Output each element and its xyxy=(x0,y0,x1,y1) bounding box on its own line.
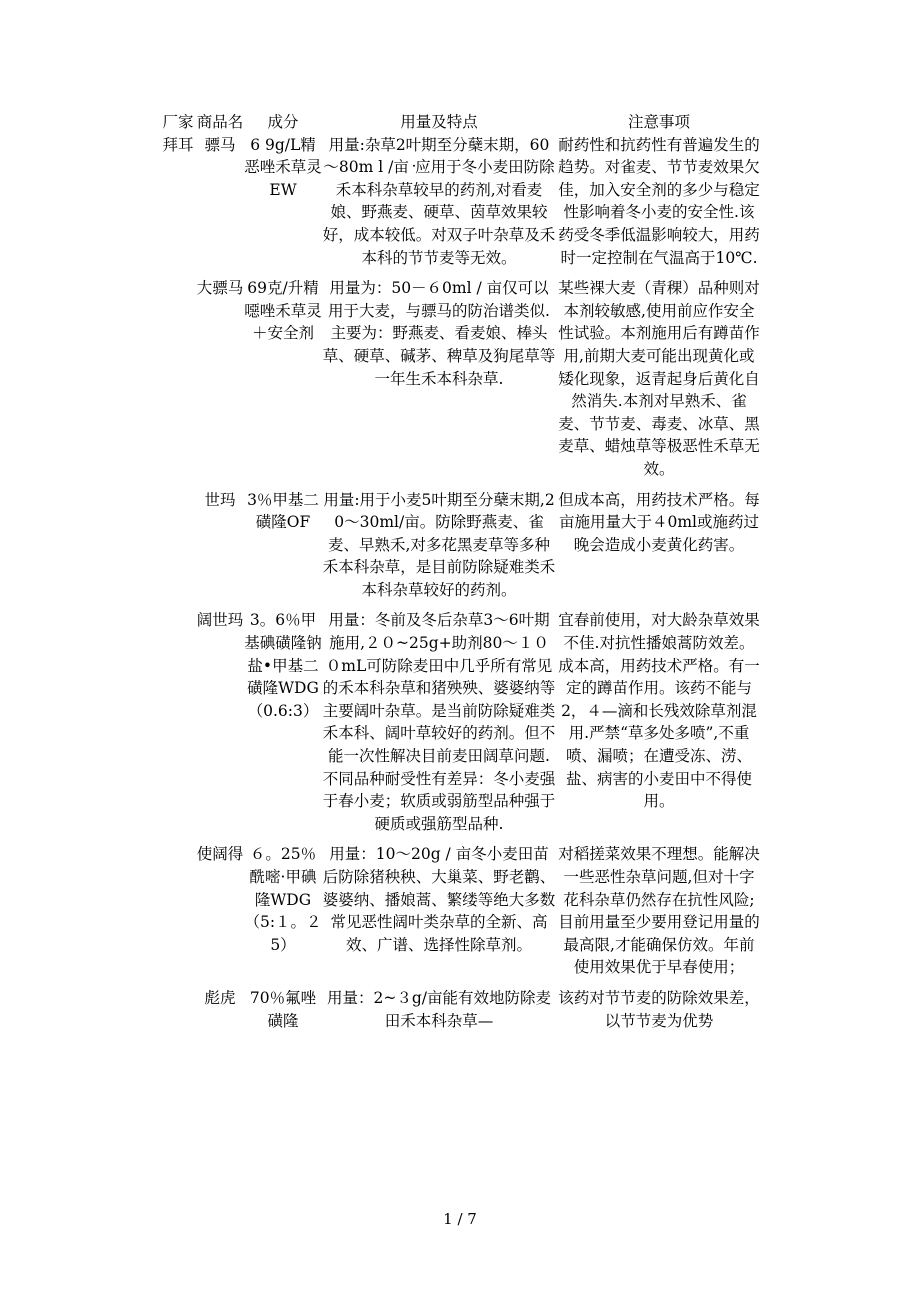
ingredient-cell: ６。25％酰嘧·甲碘隆WDG（5:１。２5） xyxy=(244,845,322,954)
ingredient-cell: 6 9g/L精恶唑禾草灵EW xyxy=(244,135,322,199)
notes-cell: 宜春前使用，对大龄杂草效果不佳.对抗性播娘蒿防效差。成本高，用药技术严格。有一定的蹲苗作用。该药不能与2，４—滴和长残效除草剂混用.严禁“草多处多喷”,不重喷、漏喷；在遭受冻、涝、盐、病害的小麦田中不得使用。 xyxy=(558,611,760,811)
dosage-cell: 用量:杂草2叶期至分蘖末期，60～80m l /亩᠂应用于冬小麦田防除禾本科杂草较早的药剂,对看麦娘、野燕麦、硬草、茵草效果较好，成本较低。对双子叶杂草及禾本科的节节麦等无效。 xyxy=(322,135,556,267)
table-row xyxy=(160,134,762,278)
dosage-cell: 用量：2~３g/亩能有效地防除麦田禾本科杂草— xyxy=(327,988,551,1030)
notes-cell: 耐药性和抗药性有普遍发生的趋势。对雀麦、节节麦效果欠佳，加入安全剂的多少与稳定性影响着冬小麦的安全性.该药受冬季低温影响较大，用药时一定控制在气温高于10℃. xyxy=(558,135,760,267)
product-name: 彪虎 xyxy=(204,988,236,1007)
table-header-row xyxy=(160,111,762,134)
product-name: 骠马 xyxy=(204,135,236,154)
table-row xyxy=(160,277,762,488)
dosage-cell: 用量为：50－６0ml / 亩仅可以用于大麦，与骠马的防治谱类似.主要为：野燕麦、看麦娘、棒头草、硬草、碱茅、稗草及狗尾草等一年生禾本科杂草. xyxy=(322,279,556,388)
manufacturer-cell: 拜耳 xyxy=(162,135,194,154)
table-row xyxy=(160,609,762,843)
notes-cell: 对稻搓菜效果不理想。能解决一些恶性杂草问题,但对十字花科杂草仍然存在抗性风险;目前用量至少要用登记用量的最高限,才能确保仿效。年前使用效果优于早春使用； xyxy=(558,845,760,977)
header-notes: 注意事项 xyxy=(627,113,690,131)
dosage-cell: 用量:用于小麦5叶期至分蘖末期,20～30ml/亩。防除野燕麦、雀麦、早熟禾,对多花黑麦草等多种禾本科杂草，是目前防除疑难类禾本科杂草较好的药剂。 xyxy=(322,490,556,599)
product-name: 世玛 xyxy=(204,490,236,509)
header-dosage: 用量及特点 xyxy=(400,113,478,131)
ingredient-cell: 69克/升精噁唑禾草灵＋安全剂 xyxy=(244,279,322,343)
notes-cell: 某些裸大麦（青稞）品种则对本剂较敏感,使用前应作安全性试验。本剂施用后有蹲苗作用,前期大麦可能出现黄化或矮化现象，返青起身后黄化自然消失.本剂对早熟禾、雀麦、节节麦、毒麦、冰草、黑麦草、蜡烛草等极恶性禾草无效。 xyxy=(558,279,760,478)
table-row xyxy=(160,843,762,987)
header-product: 商品名 xyxy=(196,113,244,131)
header-ingredient: 成分 xyxy=(267,113,299,131)
ingredient-cell: 70％氟唑磺隆 xyxy=(249,988,317,1030)
table-row xyxy=(160,987,762,1040)
header-manufacturer: 厂家 xyxy=(162,113,194,131)
page-number: 1 / 7 xyxy=(443,1210,477,1228)
dosage-cell: 用量：10～20g / 亩冬小麦田苗后防除猪秧秧、大巢菜、野老鹳、婆婆纳、播娘蒿、繁缕等绝大多数常见恶性阔叶类杂草的全新、高效、广谱、选择性除草剂。 xyxy=(322,845,556,954)
ingredient-cell: 3％甲基二磺隆OF xyxy=(247,490,319,532)
notes-cell: 该药对节节麦的防除效果差，以节节麦为优势 xyxy=(558,988,760,1030)
notes-cell: 但成本高，用药技术严格。每亩施用量大于４0ml或施药过晚会造成小麦黄化药害。 xyxy=(558,490,760,554)
ingredient-cell: 3。6％甲基碘磺隆钠盐•甲基二磺隆WDG（0.6:3） xyxy=(244,611,322,720)
dosage-cell: 用量：冬前及冬后杂草3～6叶期施用,２０~25g+助剂80～１００mL可防除麦田中几乎所有常见的禾本科杂草和猪殃殃、婆婆纳等主要阔叶杂草。是当前防除疑难类禾本科、阔叶草较好的药剂。但不能一次性解决目前麦田阔草问题.不同品种耐受性有差异：冬小麦强于春小麦；软质或弱筋型品种强于硬质或强筋型品种. xyxy=(322,611,556,833)
product-name: 阔世玛 xyxy=(196,611,244,630)
table-row xyxy=(160,489,762,610)
herbicide-table xyxy=(160,111,762,1040)
product-name: 大骠马 xyxy=(196,279,244,298)
product-name: 使阔得 xyxy=(196,845,244,864)
